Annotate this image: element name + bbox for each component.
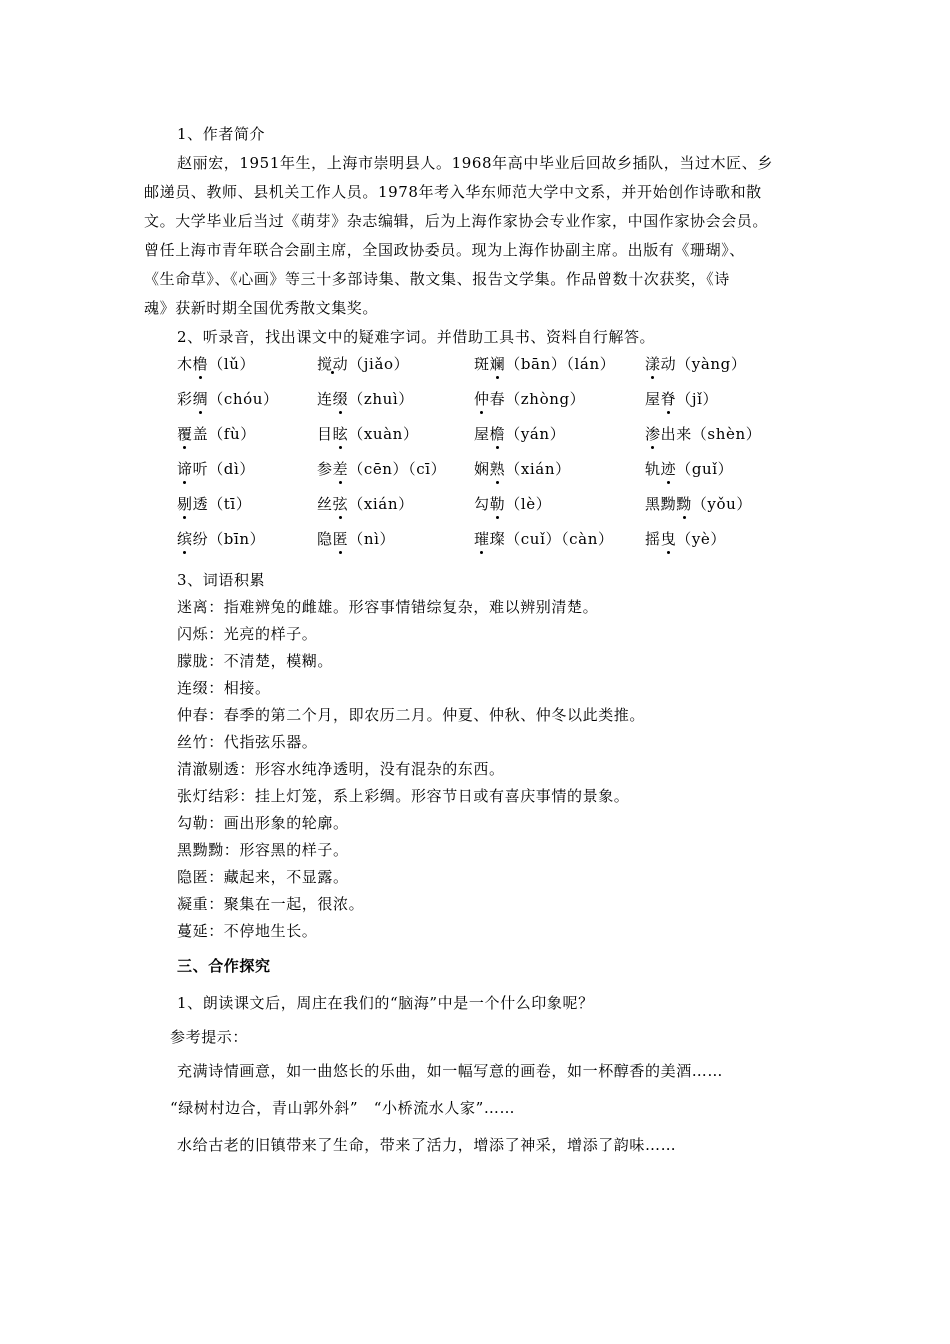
pronunciation-entry — [317, 459, 446, 479]
section-heading-words: 3、词语积累 — [177, 571, 266, 589]
definition-item: 张灯结彩：挂上灯笼，系上彩绸。形容节日或有喜庆事情的景象。 — [177, 787, 630, 805]
author-paragraph-line: 赵丽宏，1951年生，上海市崇明县人。1968年高中毕业后回故乡插队，当过木匠、乡 — [177, 154, 773, 172]
dotted-character: 橹 — [192, 355, 209, 373]
entry-text: 目 — [317, 425, 333, 443]
pronunciation-entry — [317, 424, 419, 444]
entry-text: 听（dì） — [192, 460, 256, 478]
dotted-character: 迹 — [660, 460, 677, 478]
pronunciation-entry — [474, 494, 551, 514]
pronunciation-entry — [177, 459, 255, 479]
section-heading-vocab: 2、听录音，找出课文中的疑难字词。并借助工具书、资料自行解答。 — [177, 328, 656, 346]
dotted-character: 熟 — [489, 460, 506, 478]
author-paragraph-line: 曾任上海市青年联合会副主席，全国政协委员。现为上海作协副主席。出版有《珊瑚》、 — [144, 241, 745, 259]
entry-text: （chóu） — [208, 390, 279, 408]
entry-text: （yán） — [505, 425, 566, 443]
author-paragraph-line: 邮递员、教师、县机关工作人员。1978年考入华东师范大学中文系，并开始创作诗歌和散 — [144, 183, 762, 201]
hint-line: “绿树村边合，青山郭外斜” “小桥流水人家”…… — [170, 1099, 516, 1117]
entry-text: （xián） — [505, 460, 571, 478]
hint-label: 参考提示： — [170, 1028, 249, 1046]
pronunciation-entry — [645, 424, 761, 444]
discussion-question: 1、朗读课文后，周庄在我们的“脑海”中是一个什么印象呢？ — [177, 994, 594, 1012]
entry-text: 连 — [317, 390, 333, 408]
entry-text: 璨（cuǐ）（càn） — [489, 530, 614, 548]
dotted-character: 剔 — [177, 495, 193, 513]
entry-text: 黑黝 — [645, 495, 677, 513]
pronunciation-entry — [645, 494, 752, 514]
definition-item: 仲春：春季的第二个月，即农历二月。仲夏、仲秋、仲冬以此类推。 — [177, 706, 646, 724]
entry-text: （lè） — [505, 495, 552, 513]
pronunciation-entry — [645, 529, 726, 549]
definition-item: 迷离：指难辨兔的雌雄。形容事情错综复杂，难以辨别清楚。 — [177, 598, 599, 616]
dotted-character: 眩 — [332, 425, 349, 443]
pronunciation-entry — [177, 389, 279, 409]
definition-item: 隐匿：藏起来，不显露。 — [177, 868, 349, 886]
entry-text: 透（tī） — [192, 495, 252, 513]
entry-text: （lǔ） — [208, 355, 256, 373]
pronunciation-entry — [177, 424, 256, 444]
dotted-character: 斓 — [489, 355, 506, 373]
entry-text: 参 — [317, 460, 333, 478]
pronunciation-entry — [474, 424, 565, 444]
pronunciation-entry — [474, 354, 615, 374]
entry-text: 盖（fù） — [192, 425, 256, 443]
entry-text: 彩 — [177, 390, 193, 408]
pronunciation-entry — [474, 459, 571, 479]
entry-text: 搅 — [317, 355, 333, 373]
entry-text: 木 — [177, 355, 193, 373]
dotted-character: 绸 — [192, 390, 209, 408]
pronunciation-entry — [474, 529, 614, 549]
entry-text: （xuàn） — [348, 425, 419, 443]
dotted-character: 曳 — [660, 530, 677, 548]
section-heading-author: 1、作者简介 — [177, 125, 266, 143]
author-paragraph-line: 《生命草》、《心画》等三十多部诗集、散文集、报告文学集。作品曾数十次获奖，《诗 — [144, 270, 730, 288]
pronunciation-entry — [474, 389, 585, 409]
dotted-character: 差 — [332, 460, 349, 478]
pronunciation-entry — [317, 354, 409, 374]
dotted-character: 脊 — [660, 390, 677, 408]
entry-text: 勾 — [474, 495, 490, 513]
entry-text: 娴 — [474, 460, 490, 478]
dotted-character: 谛 — [177, 460, 193, 478]
pronunciation-entry — [177, 494, 251, 514]
entry-text: 出来（shèn） — [660, 425, 762, 443]
dotted-character: 璀 — [474, 530, 490, 548]
entry-text: 屋 — [474, 425, 490, 443]
entry-text: 动（jiǎo） — [332, 355, 410, 373]
definition-item: 黑黝黝：形容黑的样子。 — [177, 841, 349, 859]
entry-text: （nì） — [348, 530, 396, 548]
dotted-character: 缀 — [332, 390, 349, 408]
dotted-character: 勒 — [489, 495, 506, 513]
pronunciation-entry — [177, 529, 265, 549]
hint-line: 充满诗情画意，如一曲悠长的乐曲，如一幅写意的画卷，如一杯醇香的美酒…… — [177, 1062, 724, 1080]
dotted-character: 匿 — [332, 530, 349, 548]
entry-text: （yǒu） — [691, 495, 752, 513]
pronunciation-entry — [317, 494, 414, 514]
entry-text: 隐 — [317, 530, 333, 548]
entry-text: 春（zhòng） — [489, 390, 586, 408]
entry-text: 动（yàng） — [660, 355, 747, 373]
entry-text: 屋 — [645, 390, 661, 408]
dotted-character: 漾 — [645, 355, 661, 373]
dotted-character: 渗 — [645, 425, 661, 443]
dotted-character: 覆 — [177, 425, 193, 443]
pronunciation-entry — [317, 529, 395, 549]
definition-item: 勾勒：画出形象的轮廓。 — [177, 814, 349, 832]
definition-item: 朦胧：不清楚，模糊。 — [177, 652, 334, 670]
section-heading-cooperation: 三、合作探究 — [177, 957, 271, 975]
entry-text: （guǐ） — [676, 460, 734, 478]
entry-text: 丝 — [317, 495, 333, 513]
dotted-character: 弦 — [332, 495, 349, 513]
dotted-character: 缤 — [177, 530, 193, 548]
entry-text: 纷（bīn） — [192, 530, 266, 548]
entry-text: 轨 — [645, 460, 661, 478]
entry-text: （zhuì） — [348, 390, 414, 408]
pronunciation-entry — [645, 389, 718, 409]
entry-text: 斑 — [474, 355, 490, 373]
pronunciation-entry — [177, 354, 255, 374]
pronunciation-entry — [645, 354, 747, 374]
pronunciation-entry — [645, 459, 733, 479]
author-paragraph-line: 文。大学毕业后当过《萌芽》杂志编辑，后为上海作家协会专业作家，中国作家协会会员。 — [144, 212, 769, 230]
dotted-character: 黝 — [676, 495, 692, 513]
entry-text: （jǐ） — [676, 390, 719, 408]
entry-text: （yè） — [676, 530, 726, 548]
dotted-character: 仲 — [474, 390, 490, 408]
definition-item: 凝重：聚集在一起，很浓。 — [177, 895, 365, 913]
author-paragraph-line: 魂》获新时期全国优秀散文集奖。 — [144, 299, 379, 317]
definition-item: 清澈剔透：形容水纯净透明，没有混杂的东西。 — [177, 760, 505, 778]
pronunciation-entry — [317, 389, 414, 409]
definition-item: 丝竹：代指弦乐器。 — [177, 733, 318, 751]
hint-line: 水给古老的旧镇带来了生命，带来了活力，增添了神采，增添了韵味…… — [177, 1136, 677, 1154]
definition-item: 连缀：相接。 — [177, 679, 271, 697]
entry-text: 摇 — [645, 530, 661, 548]
definition-item: 蔓延：不停地生长。 — [177, 922, 318, 940]
dotted-character: 檐 — [489, 425, 506, 443]
entry-text: （cēn）（cī） — [348, 460, 447, 478]
entry-text: （bān）（lán） — [505, 355, 616, 373]
entry-text: （xián） — [348, 495, 414, 513]
definition-item: 闪烁：光亮的样子。 — [177, 625, 318, 643]
